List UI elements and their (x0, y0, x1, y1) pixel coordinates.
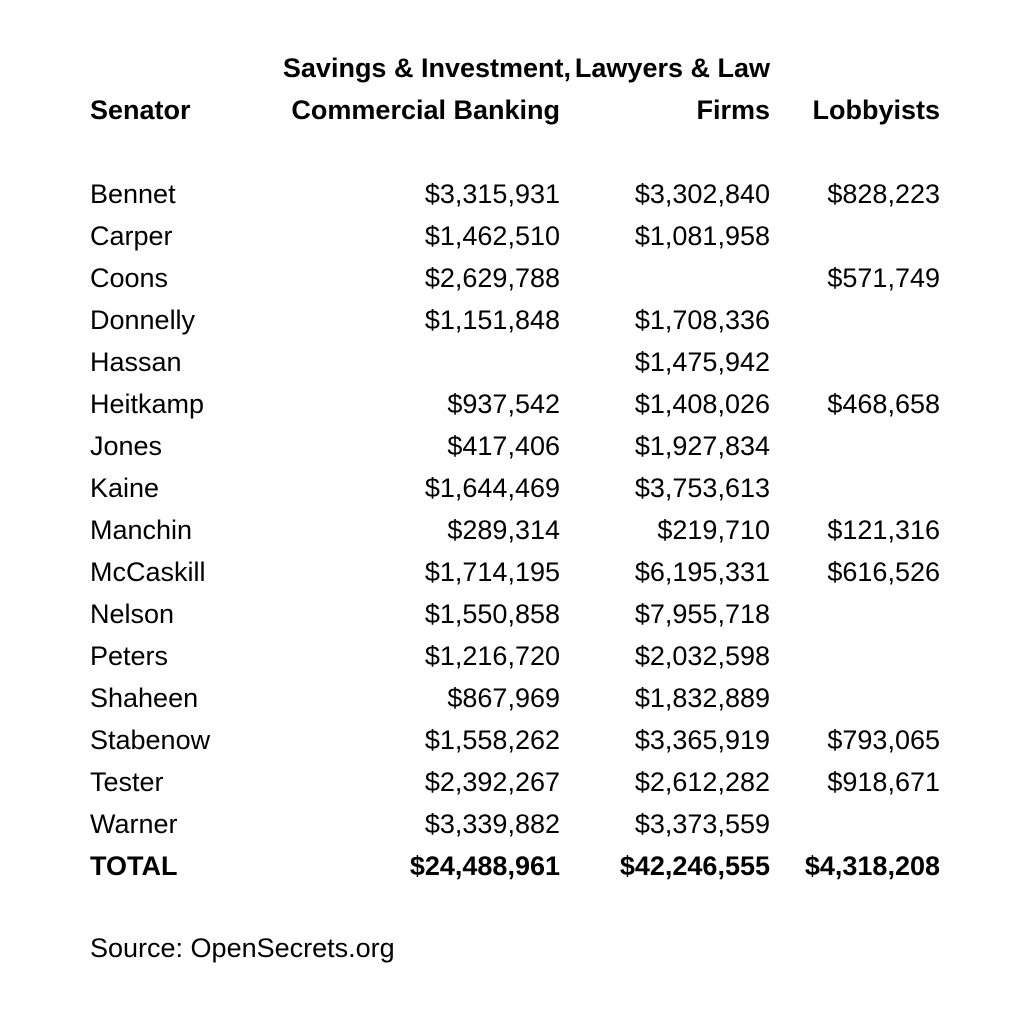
cell-lawyers: $1,927,834 (634, 431, 770, 461)
cell-lobbyists: $616,526 (827, 557, 940, 587)
cell-savings-banking: $1,558,262 (424, 725, 560, 755)
cell-senator: Bennet (90, 179, 176, 209)
cell-lawyers: $2,612,282 (634, 767, 770, 797)
cell-savings-banking: $3,315,931 (424, 179, 560, 209)
cell-lobbyists: $121,316 (827, 515, 940, 545)
total-savings-banking: $24,488,961 (409, 851, 560, 881)
cell-savings-banking: $3,339,882 (424, 809, 560, 839)
cell-senator: Heitkamp (90, 389, 205, 419)
cell-senator: Peters (90, 641, 169, 671)
cell-senator: Warner (90, 809, 178, 839)
cell-senator: Jones (90, 431, 163, 461)
cell-lobbyists: $918,671 (827, 767, 940, 797)
cell-lawyers: $3,302,840 (634, 179, 770, 209)
cell-lawyers: $1,832,889 (634, 683, 770, 713)
source-note: Source: OpenSecrets.org (90, 933, 395, 963)
cell-senator: Manchin (90, 515, 193, 545)
cell-savings-banking: $1,216,720 (424, 641, 560, 671)
cell-lawyers: $6,195,331 (634, 557, 770, 587)
cell-senator: McCaskill (90, 557, 206, 587)
header-lawyers-line1: Lawyers & Law (574, 53, 770, 83)
cell-senator: Coons (90, 263, 169, 293)
total-lobbyists: $4,318,208 (804, 851, 940, 881)
cell-savings-banking: $2,392,267 (424, 767, 560, 797)
cell-lawyers: $3,373,559 (634, 809, 770, 839)
cell-lawyers: $1,081,958 (634, 221, 770, 251)
total-label: TOTAL (90, 851, 178, 881)
cell-lawyers: $3,365,919 (634, 725, 770, 755)
cell-lawyers: $3,753,613 (634, 473, 770, 503)
cell-lawyers: $2,032,598 (634, 641, 770, 671)
header-lobbyists: Lobbyists (812, 95, 940, 125)
cell-savings-banking: $1,714,195 (424, 557, 560, 587)
header-savings-banking-line1: Savings & Investment, (282, 53, 571, 83)
cell-savings-banking: $1,644,469 (424, 473, 560, 503)
cell-lawyers: $7,955,718 (634, 599, 770, 629)
header-savings-banking-line2: Commercial Banking (291, 95, 560, 125)
cell-lawyers: $1,408,026 (634, 389, 770, 419)
cell-lobbyists: $468,658 (827, 389, 940, 419)
header-senator: Senator (90, 95, 191, 125)
cell-savings-banking: $937,542 (447, 389, 560, 419)
cell-senator: Donnelly (90, 305, 196, 335)
cell-savings-banking: $2,629,788 (424, 263, 560, 293)
cell-senator: Shaheen (90, 683, 199, 713)
cell-senator: Hassan (90, 347, 182, 377)
cell-lawyers: $1,708,336 (634, 305, 770, 335)
cell-savings-banking: $417,406 (447, 431, 560, 461)
header-lawyers-line2: Firms (696, 95, 770, 125)
cell-lobbyists: $793,065 (827, 725, 940, 755)
cell-senator: Kaine (90, 473, 160, 503)
cell-savings-banking: $1,550,858 (424, 599, 560, 629)
cell-savings-banking: $1,462,510 (424, 221, 560, 251)
cell-lobbyists: $828,223 (827, 179, 940, 209)
cell-savings-banking: $867,969 (447, 683, 560, 713)
cell-senator: Carper (90, 221, 173, 251)
cell-savings-banking: $1,151,848 (424, 305, 560, 335)
cell-lawyers: $1,475,942 (634, 347, 770, 377)
cell-lawyers: $219,710 (657, 515, 770, 545)
cell-savings-banking: $289,314 (447, 515, 560, 545)
cell-senator: Nelson (90, 599, 175, 629)
total-lawyers: $42,246,555 (619, 851, 770, 881)
cell-senator: Stabenow (90, 725, 211, 755)
cell-senator: Tester (90, 767, 164, 797)
cell-lobbyists: $571,749 (827, 263, 940, 293)
